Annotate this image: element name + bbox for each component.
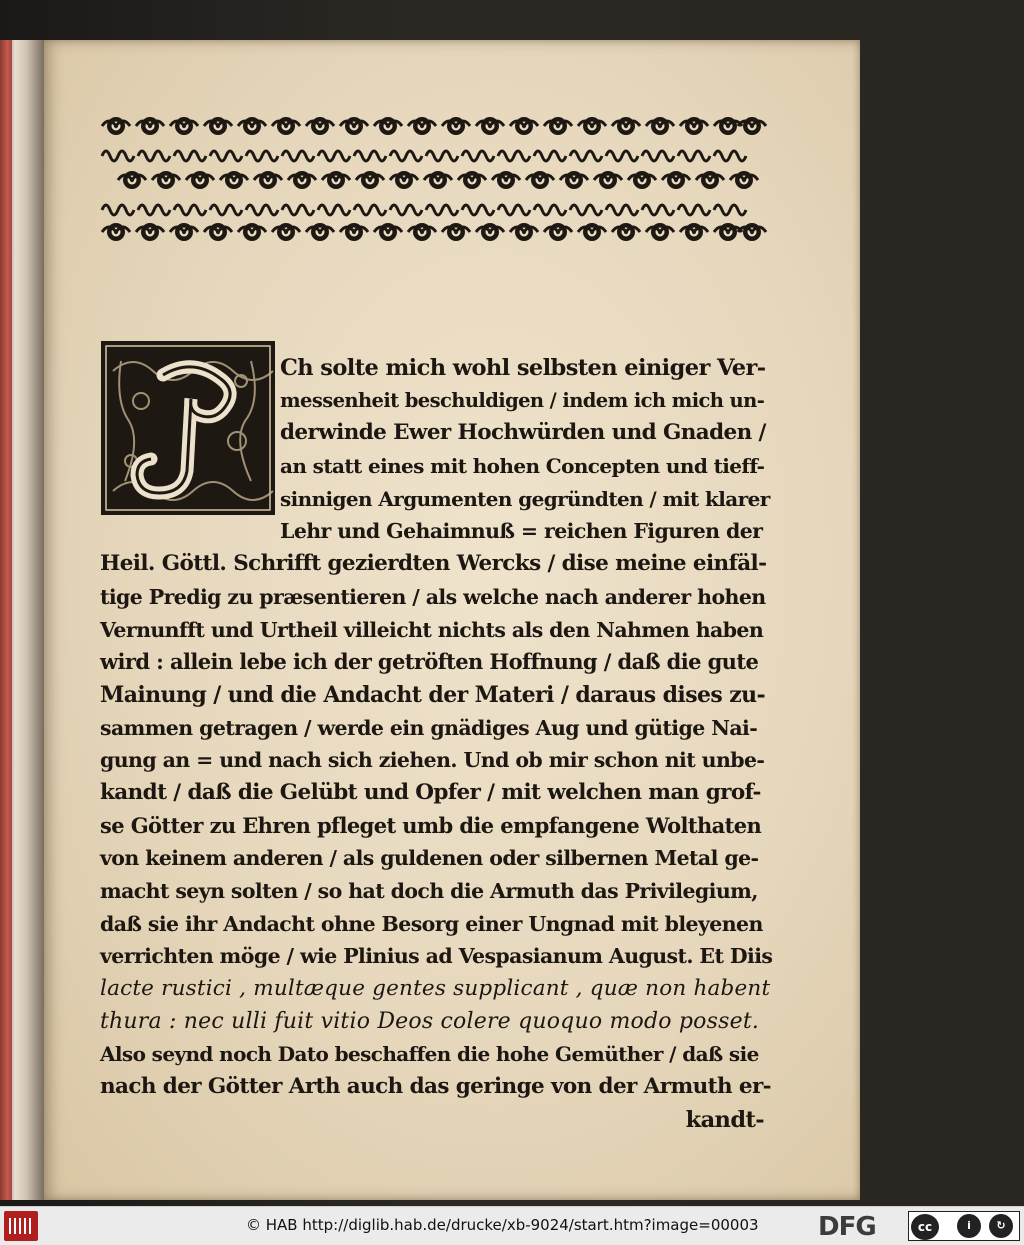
text-line: wird : allein lebe ich der getröften Hoffnung / daß die gute: [100, 649, 759, 675]
text-line: Lehr und Gehaimnuß = reichen Figuren der: [280, 519, 763, 544]
text-line: von keinem anderen / als guldenen oder silbernen Metal ge-: [100, 846, 759, 871]
footer-bar: [0, 1206, 1024, 1245]
text-line: nach der Götter Arth auch das geringe von der Armuth er-: [100, 1074, 772, 1100]
text-line: se Götter zu Ehren pfleget umb die empfangene Wolthaten: [100, 812, 762, 838]
cc-license-badge[interactable]: [908, 1211, 1020, 1241]
body-text: [100, 352, 772, 1137]
text-line: verrichten möge / wie Plinius ad Vespasianum August. Et Diis: [100, 944, 773, 969]
sa-icon: ↻: [989, 1214, 1013, 1238]
text-line: Also seynd noch Dato beschaffen die hohe Gemüther / daß sie: [100, 1042, 759, 1067]
text-line: thura : nec ulli fuit vitio Deos colere quoquo modo posset.: [100, 1008, 760, 1034]
text-line: daß sie ihr Andacht ohne Besorg einer Ungnad mit bleyenen: [100, 911, 763, 936]
citation-link[interactable]: © HAB http://diglib.hab.de/drucke/xb-9024/start.htm?image=00003: [246, 1216, 759, 1234]
sa-label: SA: [996, 1232, 1005, 1239]
hab-logo-icon[interactable]: [4, 1211, 38, 1241]
text-line: an statt eines mit hohen Concepten und tieff-: [280, 454, 765, 479]
text-line: sammen getragen / werde ein gnädiges Aug und gütige Nai-: [100, 715, 758, 740]
text-line: derwinde Ewer Hochwürden und Gnaden /: [280, 420, 766, 446]
text-line: Mainung / und die Andacht der Materi / daraus dises zu-: [100, 681, 766, 708]
text-line: Heil. Göttl. Schrifft gezierdten Wercks / dise meine einfäl-: [100, 551, 767, 577]
catchword: kandt-: [685, 1106, 764, 1133]
text-line: macht seyn solten / so hat doch die Armuth das Privilegium,: [100, 879, 758, 903]
cc-license-icon: cc: [911, 1214, 939, 1240]
text-line: sinnigen Argumenten gegründten / mit klarer: [280, 486, 770, 511]
text-line: Ch solte mich wohl selbsten einiger Ver-: [280, 355, 766, 381]
text-line: lacte rustici , multæque gentes supplicant , quæ non habent: [100, 976, 771, 1002]
ornament-band: [98, 104, 768, 254]
dfg-logo[interactable]: DFG: [818, 1212, 876, 1242]
book-edge-red: [0, 40, 12, 1200]
text-line: gung an = und nach sich ziehen. Und ob mir schon nit unbe-: [100, 748, 765, 773]
text-line: tige Predig zu præsentieren / als welche nach anderer hohen: [100, 584, 766, 609]
text-line: messenheit beschuldigen / indem ich mich un-: [280, 388, 765, 412]
text-line: Vernunfft und Urtheil villeicht nichts als den Nahmen haben: [100, 617, 764, 642]
by-icon: i: [957, 1214, 981, 1238]
text-line: kandt / daß die Gelübt und Opfer / mit welchen man grof-: [100, 779, 761, 805]
by-label: BY: [964, 1232, 973, 1239]
